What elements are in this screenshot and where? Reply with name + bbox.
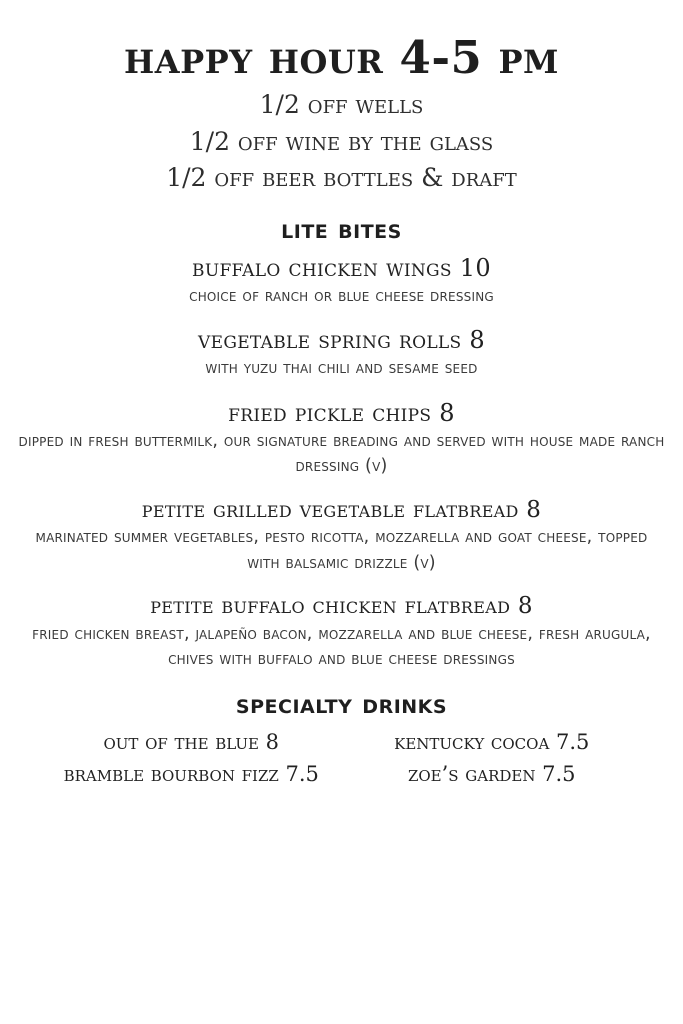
menu-item-name: petite buffalo chicken flatbread 8 bbox=[150, 593, 533, 619]
page-title: happy hour 4-5 pm bbox=[124, 31, 559, 84]
menu-item-name: vegetable spring rolls 8 bbox=[198, 326, 485, 355]
menu-item-description: with yuzu thai chili and sesame seed bbox=[205, 358, 478, 379]
drink-item: zoe’s garden 7.5 bbox=[407, 761, 576, 786]
header-subline-3: 1/2 off beer bottles & draft bbox=[166, 162, 517, 192]
menu-item bbox=[18, 398, 665, 480]
menu-item-description: dipped in fresh buttermilk, our signature breading and served with house made ranch dressing (v) bbox=[18, 430, 665, 477]
menu-item bbox=[18, 496, 665, 577]
specialty-drinks-list bbox=[18, 728, 665, 789]
menu-item-description: marinated summer vegetables, pesto ricotta, mozzarella and goat cheese, topped with balsamic drizzle (v) bbox=[35, 527, 648, 573]
menu-item bbox=[18, 253, 665, 309]
drink-item: kentucky cocoa 7.5 bbox=[394, 729, 590, 754]
menu-item-description: choice of ranch or blue cheese dressing bbox=[189, 286, 494, 306]
section-heading-lite-bites: lite bites bbox=[281, 214, 402, 245]
lite-bites-list bbox=[18, 253, 665, 673]
menu-item-description: fried chicken breast, jalapeño bacon, mozzarella and blue cheese, fresh arugula, chives with buffalo and blue cheese dressings bbox=[32, 623, 651, 670]
menu-item-name: fried pickle chips 8 bbox=[228, 398, 455, 427]
header-subline-1: 1/2 off wells bbox=[259, 90, 424, 120]
section-heading-specialty-drinks: specialty drinks bbox=[235, 688, 448, 720]
drink-item: out of the blue 8 bbox=[103, 729, 279, 754]
menu-item-name: buffalo chicken wings 10 bbox=[192, 254, 491, 282]
menu-item bbox=[18, 325, 665, 381]
header-subline-2: 1/2 off wine by the glass bbox=[189, 126, 494, 156]
menu-item bbox=[18, 592, 665, 673]
menu-item-name: petite grilled vegetable flatbread 8 bbox=[141, 496, 542, 523]
drink-item: bramble bourbon fizz 7.5 bbox=[63, 761, 319, 786]
